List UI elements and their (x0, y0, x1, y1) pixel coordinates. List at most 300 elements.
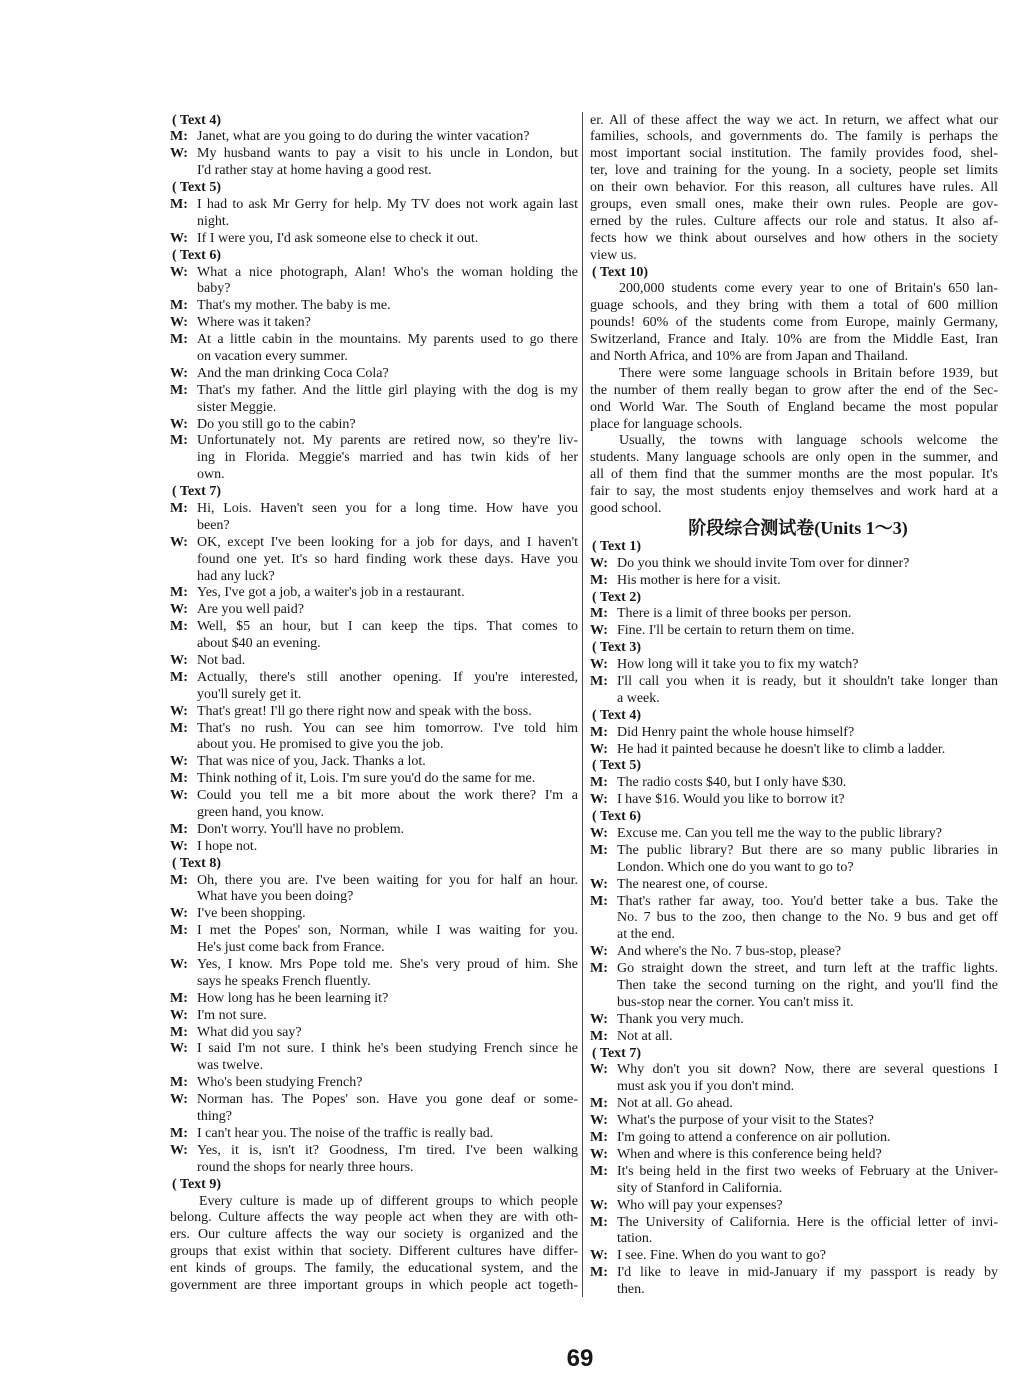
dialogue-turn (170, 417, 578, 434)
text-line (170, 417, 578, 434)
speaker-label: M: (170, 872, 188, 888)
dialogue-turn (590, 1012, 998, 1029)
text-line: and North Africa, and 10% are from Japan and Thailand. (590, 348, 909, 364)
dialogue-turn (170, 197, 578, 231)
line-text: thing? (197, 1109, 232, 1125)
paragraph (590, 433, 998, 517)
dialogue-turn (590, 1164, 998, 1198)
dialogue-turn (170, 923, 578, 957)
speaker-label: W: (170, 365, 188, 381)
speaker-label: M: (590, 1130, 608, 1146)
line-text: Don't worry. You'll have no problem. (197, 821, 405, 837)
text-line (170, 569, 578, 586)
line-text: His mother is here for a visit. (617, 572, 781, 588)
text-line (170, 602, 578, 619)
speaker-label: W: (590, 1146, 608, 1162)
speaker-label: M: (170, 669, 188, 685)
line-text: Fine. I'll be certain to return them on time. (617, 623, 855, 639)
dialogue-turn (170, 670, 578, 704)
speaker-label: W: (590, 657, 608, 673)
speaker-label: W: (170, 653, 188, 668)
line-text: Norman has. The Popes' son. Have you gone deaf or some- (197, 1092, 578, 1108)
text-line (590, 944, 998, 961)
dialogue-turn (170, 535, 578, 586)
column-divider (582, 112, 583, 1297)
speaker-label: M: (170, 500, 188, 516)
speaker-label: M: (590, 1214, 608, 1230)
line-text: There is a limit of three books per person. (617, 606, 852, 622)
speaker-label: W: (590, 1062, 608, 1078)
text-line (170, 1160, 578, 1177)
line-text: was twelve. (197, 1058, 264, 1074)
text-line (590, 725, 998, 742)
line-text: I had to ask Mr Gerry for help. My TV does not work again last (197, 196, 578, 212)
dialogue-turn (590, 961, 998, 1012)
speaker-label: W: (170, 754, 188, 770)
paragraph (590, 281, 998, 365)
line-text: sity of Stanford in California. (617, 1180, 783, 1196)
dialogue-turn (590, 826, 998, 843)
text-line (170, 383, 578, 400)
line-text: I've been shopping. (197, 906, 306, 922)
line-text: Not at all. (617, 1028, 673, 1044)
speaker-label: M: (170, 1024, 188, 1040)
text-line (590, 1164, 998, 1181)
text-line (590, 1062, 998, 1079)
text-line (170, 873, 578, 890)
line-text: What have you been doing? (197, 889, 354, 905)
speaker-label: W: (590, 623, 608, 639)
text-line (590, 657, 998, 674)
speaker-label: M: (170, 129, 188, 145)
text-line (170, 822, 578, 839)
speaker-label: W: (590, 1248, 608, 1264)
text-line (170, 433, 578, 450)
section-label: ( Text 10) (592, 264, 648, 280)
text-line (170, 400, 578, 417)
text-line (170, 281, 578, 298)
line-text: I said I'm not sure. I think he's been studying French since he (197, 1041, 578, 1057)
text-line: Switzerland, France and Italy. 10% are from the Middle East, Iran (590, 332, 998, 348)
speaker-label: W: (590, 944, 608, 960)
dialogue-turn (170, 231, 578, 248)
text-line (590, 674, 998, 691)
dialogue-turn (590, 742, 998, 759)
speaker-label: M: (590, 1163, 608, 1179)
line-text: must ask you if you don't mind. (617, 1079, 795, 1095)
text-line: fects how we think about ourselves and how others in the society (590, 230, 998, 246)
section-label: ( Text 7) (592, 1045, 641, 1061)
dialogue-turn (170, 957, 578, 991)
text-line (170, 721, 578, 738)
line-text: Well, $5 an hour, but I can keep the tips. That comes to (197, 619, 578, 635)
dialogue-turn (170, 602, 578, 619)
line-text: had any luck? (197, 568, 275, 584)
line-text: Yes, I've got a job, a waiter's job in a restaurant. (197, 585, 465, 601)
line-text: round the shops for nearly three hours. (197, 1159, 414, 1175)
text-line (170, 805, 578, 822)
speaker-label: M: (170, 585, 188, 601)
dialogue-turn (170, 653, 578, 670)
speaker-label: M: (170, 382, 188, 398)
text-line: belong. Culture affects the way people act when they are with oth- (170, 1210, 578, 1226)
text-line (590, 995, 998, 1012)
line-text: bus-stop near the corner. You can't miss it. (617, 994, 854, 1010)
section-label: ( Text 8) (172, 855, 221, 871)
line-text: Oh, there you are. I've been waiting for you for half an hour. (197, 872, 578, 888)
speaker-label: W: (170, 534, 188, 550)
text-line: er. All of these affect the way we act. In return, we affect what our (590, 112, 998, 128)
line-text: a week. (617, 690, 660, 706)
speaker-label: W: (590, 876, 608, 892)
dialogue-turn (170, 366, 578, 383)
line-text: He's just come back from France. (197, 940, 385, 956)
text-line (170, 1058, 578, 1075)
line-text: on vacation every summer. (197, 348, 348, 364)
line-text: Actually, there's still another opening. If you're interested, (197, 669, 578, 685)
text-line (170, 771, 578, 788)
speaker-label: M: (590, 893, 608, 909)
text-line: government are three important groups in which people act togeth- (170, 1277, 578, 1293)
section-label: ( Text 6) (172, 247, 221, 263)
line-text: That was nice of you, Jack. Thanks a lot. (197, 754, 426, 770)
text-line: most important social institution. The family provides food, shel- (590, 146, 998, 162)
line-text: And where's the No. 7 bus-stop, please? (617, 944, 842, 960)
text-line (170, 788, 578, 805)
text-line (170, 197, 578, 214)
dialogue-turn (590, 623, 998, 640)
line-text: Then take the second turning on the right, and you'll find the (617, 978, 998, 994)
speaker-label: M: (170, 298, 188, 314)
speaker-label: M: (170, 1075, 188, 1091)
text-line (590, 978, 998, 995)
text-line (170, 737, 578, 754)
speaker-label: M: (170, 619, 188, 635)
text-line (590, 1181, 998, 1198)
speaker-label: M: (170, 332, 188, 348)
dialogue-turn (590, 1029, 998, 1046)
dialogue-turn (590, 1130, 998, 1147)
dialogue-turn (590, 725, 998, 742)
text-line (170, 839, 578, 856)
dialogue-turn (170, 1075, 578, 1092)
paragraph (590, 366, 998, 434)
text-line (170, 146, 578, 163)
text-line (170, 332, 578, 349)
section-label: ( Text 3) (592, 640, 641, 656)
text-line (170, 754, 578, 771)
text-line (170, 501, 578, 518)
paragraph (590, 113, 998, 265)
text-line: ond World War. The South of England became the most popular (590, 399, 998, 415)
line-text: London. Which one do you want to go to? (617, 859, 854, 875)
speaker-label: W: (170, 703, 188, 719)
text-line (170, 889, 578, 906)
line-text: What a nice photograph, Alan! Who's the woman holding the (197, 264, 578, 280)
test-heading: 阶段综合测试卷(Units 1～3) (688, 517, 908, 538)
text-line (590, 961, 998, 978)
text-line (590, 860, 998, 877)
dialogue-turn (170, 906, 578, 923)
text-line (170, 1008, 578, 1025)
text-line (590, 1029, 998, 1046)
line-text: It's being held in the first two weeks of February at the Univer- (617, 1163, 998, 1179)
speaker-label: W: (170, 1007, 188, 1023)
text-line: groups that exist within that society. Different cultures have differ- (170, 1244, 578, 1260)
text-line: students. Many language schools are only open in the summer, and (590, 450, 998, 466)
text-line: guage schools, and they bring with them a total of 600 million (590, 298, 998, 314)
dialogue-turn (590, 1062, 998, 1096)
text-line (590, 691, 998, 708)
line-text: That's no rush. You can see him tomorrow. I've told him (197, 720, 578, 736)
dialogue-turn (170, 704, 578, 721)
text-line (170, 670, 578, 687)
line-text: about $40 an evening. (197, 636, 321, 652)
speaker-label: M: (590, 572, 608, 588)
text-line: place for language schools. (590, 416, 743, 432)
dialogue-turn (170, 788, 578, 822)
line-text: own. (197, 467, 225, 483)
speaker-label: W: (170, 230, 188, 246)
dialogue-turn (170, 619, 578, 653)
dialogue-turn (170, 146, 578, 180)
text-line (590, 1282, 998, 1299)
speaker-label: M: (590, 842, 608, 858)
line-text: says he speaks French fluently. (197, 973, 371, 989)
line-text: That's my father. And the little girl playing with the dog is my (197, 382, 578, 398)
dialogue-turn (170, 129, 578, 146)
text-line (590, 877, 998, 894)
text-line (170, 1109, 578, 1126)
dialogue-turn (590, 1198, 998, 1215)
line-text: At a little cabin in the mountains. My parents used to go there (197, 332, 578, 348)
line-text: I met the Popes' son, Norman, while I was waiting for you. (197, 923, 578, 939)
line-text: Go straight down the street, and turn left at the traffic lights. (617, 961, 998, 977)
dialogue-turn (590, 556, 998, 573)
text-line (590, 1096, 998, 1113)
section-label: ( Text 4) (172, 112, 221, 128)
text-line (590, 606, 998, 623)
dialogue-turn (590, 1147, 998, 1164)
speaker-label: M: (170, 720, 188, 736)
text-line (590, 1147, 998, 1164)
text-line (590, 573, 998, 590)
text-line: ent kinds of groups. The family, the educational system, and the (170, 1261, 578, 1277)
line-text: been? (197, 517, 230, 533)
text-line (590, 1012, 998, 1029)
text-line (170, 518, 578, 535)
speaker-label: M: (590, 674, 608, 689)
text-line: There were some language schools in Britain before 1939, but (619, 365, 998, 381)
speaker-label: W: (170, 788, 188, 804)
line-text: then. (617, 1282, 645, 1298)
text-line (590, 1079, 998, 1096)
text-line (590, 1265, 998, 1282)
line-text: Yes, it is, isn't it? Goodness, I'm tired. I've been walking (197, 1142, 578, 1158)
text-line (170, 467, 578, 484)
line-text: Where was it taken? (197, 315, 311, 331)
section-label: ( Text 5) (592, 758, 641, 774)
text-line (170, 265, 578, 282)
text-line: the number of them really began to grow after the end of the Sec- (590, 382, 998, 398)
dialogue-turn (590, 657, 998, 674)
text-line (170, 315, 578, 332)
dialogue-turn (590, 1215, 998, 1249)
speaker-label: W: (170, 957, 188, 973)
section-label: ( Text 5) (172, 180, 221, 196)
speaker-label: M: (170, 196, 188, 212)
text-line: families, schools, and governments do. The family is perhaps the (590, 129, 998, 145)
line-text: The radio costs $40, but I only have $30. (617, 775, 847, 791)
line-text: Did Henry paint the whole house himself? (617, 724, 855, 740)
line-text: If I were you, I'd ask someone else to check it out. (197, 230, 479, 246)
speaker-label: M: (590, 961, 608, 977)
text-line (170, 349, 578, 366)
line-text: Could you tell me a bit more about the work there? I'm a (197, 788, 578, 804)
line-text: Hi, Lois. Haven't seen you for a long time. How have you (197, 500, 578, 516)
section-label: ( Text 1) (592, 538, 641, 554)
text-line: 200,000 students come every year to one of Britain's 650 lan- (619, 281, 998, 297)
line-text: I hope not. (197, 838, 258, 854)
text-line: view us. (590, 247, 637, 263)
dialogue-turn (170, 501, 578, 535)
text-line (590, 775, 998, 792)
text-line (170, 923, 578, 940)
speaker-label: W: (590, 1011, 608, 1027)
text-line (590, 826, 998, 843)
text-line (170, 1075, 578, 1092)
dialogue-turn (170, 721, 578, 755)
text-line (170, 1041, 578, 1058)
dialogue-turn (590, 1096, 998, 1113)
line-text: baby? (197, 281, 231, 297)
dialogue-turn (590, 1113, 998, 1130)
speaker-label: W: (590, 792, 608, 808)
dialogue-turn (170, 873, 578, 907)
line-text: What did you say? (197, 1024, 302, 1040)
speaker-label: W: (590, 1113, 608, 1129)
section-label: ( Text 7) (172, 484, 221, 500)
dialogue-turn (170, 265, 578, 299)
line-text: at the end. (617, 927, 675, 943)
dialogue-turn (170, 1143, 578, 1177)
speaker-label: W: (170, 906, 188, 922)
text-line (170, 366, 578, 383)
paragraph (170, 1194, 578, 1295)
text-line (170, 991, 578, 1008)
dialogue-turn (590, 1265, 998, 1299)
text-line: erned by the rules. Culture affects our role and status. It also af- (590, 213, 998, 229)
dialogue-turn (170, 1008, 578, 1025)
line-text: My husband wants to pay a visit to his uncle in London, but (197, 146, 578, 162)
line-text: found one yet. It's so hard finding work these days. Have you (197, 551, 578, 567)
line-text: Janet, what are you going to do during the winter vacation? (197, 129, 530, 145)
dialogue-turn (170, 771, 578, 788)
line-text: I can't hear you. The noise of the traffic is really bad. (197, 1125, 494, 1141)
speaker-label: W: (590, 826, 608, 842)
line-text: And the man drinking Coca Cola? (197, 365, 389, 381)
text-line (170, 1126, 578, 1143)
speaker-label: W: (590, 555, 608, 571)
line-text: I'll call you when it is ready, but it shouldn't take longer than (617, 674, 998, 689)
dialogue-turn (590, 573, 998, 590)
line-text: Yes, I know. Mrs Pope told me. She's very proud of him. She (197, 957, 578, 973)
text-line (170, 653, 578, 670)
line-text: The University of California. Here is the official letter of invi- (617, 1214, 998, 1230)
dialogue-turn (170, 585, 578, 602)
line-text: tation. (617, 1231, 653, 1247)
line-text: night. (197, 213, 230, 229)
dialogue-turn (590, 775, 998, 792)
text-line (170, 535, 578, 552)
text-line (170, 906, 578, 923)
line-text: I'd rather stay at home having a good rest. (197, 163, 432, 179)
line-text: I'm going to attend a conference on air pollution. (617, 1130, 891, 1146)
dialogue-turn (590, 792, 998, 809)
text-line: fair to say, the most students enjoy themselves and work hard at a (590, 484, 998, 500)
section-label: ( Text 6) (592, 809, 641, 825)
speaker-label: W: (170, 1041, 188, 1057)
speaker-label: W: (170, 838, 188, 854)
text-line (170, 1143, 578, 1160)
text-line (170, 974, 578, 991)
text-line (590, 1215, 998, 1232)
text-line (590, 1248, 998, 1265)
text-line (170, 957, 578, 974)
line-text: I'd like to leave in mid-January if my passport is ready by (617, 1265, 998, 1281)
line-text: ing in Florida. Meggie's married and has twin kids of her (197, 450, 578, 466)
line-text: you'll surely get it. (197, 686, 302, 702)
dialogue-turn (170, 822, 578, 839)
dialogue-turn (170, 298, 578, 315)
speaker-label: W: (590, 1197, 608, 1213)
speaker-label: W: (170, 1092, 188, 1108)
text-line (590, 742, 998, 759)
dialogue-turn (170, 839, 578, 856)
text-line (590, 556, 998, 573)
text-line (170, 1092, 578, 1109)
text-line (170, 129, 578, 146)
speaker-label: M: (590, 775, 608, 791)
text-line: good school. (590, 500, 662, 516)
line-text: Not bad. (197, 653, 246, 668)
line-text: green hand, you know. (197, 805, 325, 821)
text-line (590, 792, 998, 809)
speaker-label: M: (170, 1125, 188, 1141)
line-text: What's the purpose of your visit to the States? (617, 1113, 874, 1129)
text-line (590, 910, 998, 927)
speaker-label: M: (170, 923, 188, 939)
text-line (590, 1113, 998, 1130)
text-line: ers. Our culture affects the way our society is organized and the (170, 1227, 578, 1243)
line-text: Who will pay your expenses? (617, 1197, 783, 1213)
dialogue-turn (170, 383, 578, 417)
dialogue-turn (590, 894, 998, 945)
dialogue-turn (170, 754, 578, 771)
text-line (170, 687, 578, 704)
dialogue-turn (590, 1248, 998, 1265)
page-number: 69 (566, 1345, 594, 1372)
speaker-label: W: (170, 264, 188, 280)
speaker-label: W: (170, 1142, 188, 1158)
dialogue-turn (170, 315, 578, 332)
left-column (170, 113, 578, 1295)
speaker-label: W: (170, 315, 188, 331)
dialogue-turn (170, 1092, 578, 1126)
line-text: about you. He promised to give you the job. (197, 737, 444, 753)
line-text: OK, except I've been looking for a job for days, and I haven't (197, 534, 578, 550)
line-text: Not at all. Go ahead. (617, 1096, 733, 1112)
